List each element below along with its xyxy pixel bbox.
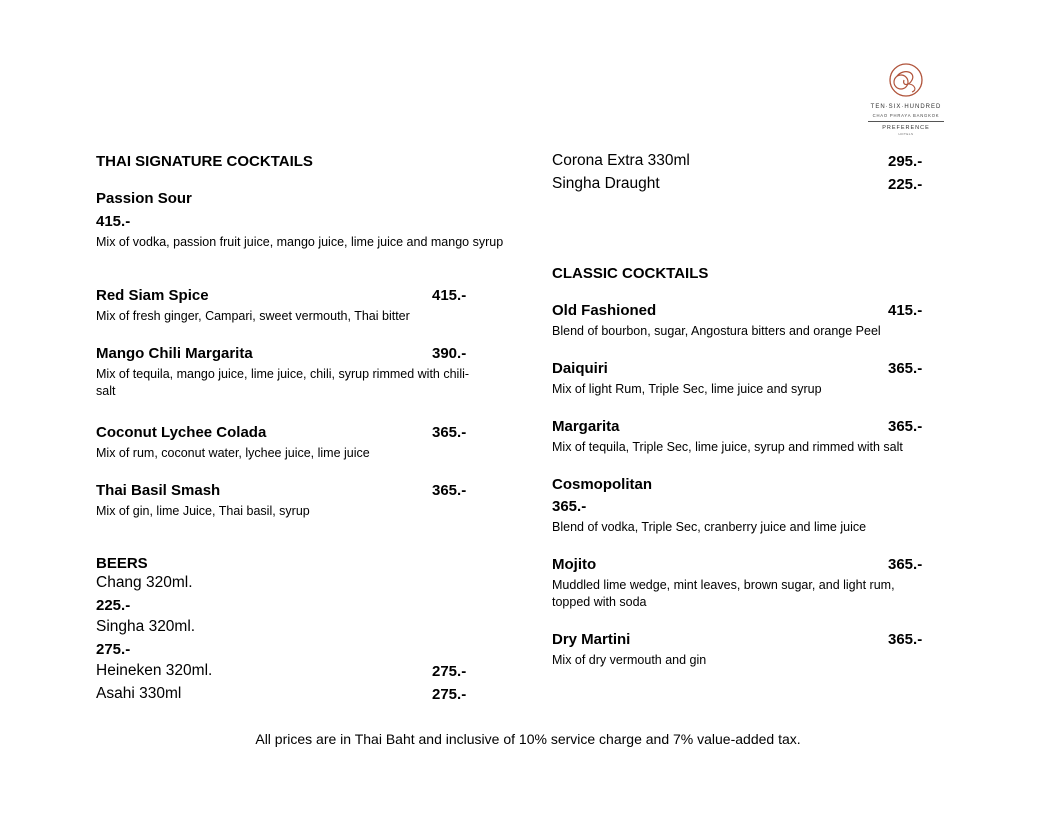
beer-name: Singha Draught <box>552 175 660 192</box>
menu-item-price: 365.- <box>432 482 467 499</box>
menu-item-name: Coconut Lychee Colada <box>96 424 267 441</box>
beer-name: Asahi 330ml <box>96 685 182 702</box>
logo-tagline-sub: HOTELS <box>898 132 914 136</box>
section-heading-beers: BEERS <box>96 555 148 572</box>
menu-item-description: Mix of fresh ginger, Campari, sweet vermouth, Thai bitter <box>96 309 410 323</box>
beer-price: 295.- <box>888 153 923 170</box>
beer-name: Heineken 320ml. <box>96 662 213 679</box>
section-heading-classic: CLASSIC COCKTAILS <box>552 265 709 282</box>
logo-brand: TEN·SIX·HUNDRED <box>870 104 942 110</box>
logo-subtitle: CHAO PHRAYA BANGKOK <box>872 113 940 118</box>
menu-item-description: Blend of vodka, Triple Sec, cranberry juice and lime juice <box>552 520 867 534</box>
menu-item-name: Old Fashioned <box>552 302 657 319</box>
menu-item-name: Cosmopolitan <box>552 476 652 493</box>
menu-item-price: 365.- <box>888 631 923 648</box>
beer-name: Singha 320ml. <box>96 618 196 635</box>
hotel-logo <box>864 62 948 134</box>
menu-item-name: Dry Martini <box>552 631 631 648</box>
menu-item-price: 365.- <box>888 360 923 377</box>
beer-price: 225.- <box>888 176 923 193</box>
menu-item-name: Red Siam Spice <box>96 287 209 304</box>
menu-item-price: 365.- <box>888 556 923 573</box>
logo-divider <box>868 121 944 122</box>
menu-item-description: Muddled lime wedge, mint leaves, brown sugar, and light rum, topped with soda <box>552 578 895 609</box>
menu-item-name: Margarita <box>552 418 620 435</box>
menu-item-description: Blend of bourbon, sugar, Angostura bitters and orange Peel <box>552 324 881 338</box>
logo-emblem-icon <box>864 62 948 102</box>
menu-item-description: Mix of gin, lime Juice, Thai basil, syrup <box>96 504 310 518</box>
menu-item-name: Mojito <box>552 556 597 573</box>
beer-price: 275.- <box>96 641 131 658</box>
menu-item-description: Mix of dry vermouth and gin <box>552 653 707 667</box>
beer-price: 275.- <box>432 663 467 680</box>
menu-item-name: Daiquiri <box>552 360 608 377</box>
menu-item-description: Mix of vodka, passion fruit juice, mango juice, lime juice and mango syrup <box>96 235 504 249</box>
beer-name: Chang 320ml. <box>96 574 193 591</box>
menu-item-description: Mix of tequila, mango juice, lime juice, chili, syrup rimmed with chili-salt <box>96 367 470 398</box>
beer-price: 275.- <box>432 686 467 703</box>
menu-item-price: 390.- <box>432 345 467 362</box>
menu-item-price: 365.- <box>552 498 587 515</box>
logo-tagline: PREFERENCE <box>882 125 930 131</box>
menu-item-price: 415.- <box>432 287 467 304</box>
menu-item-price: 415.- <box>96 213 131 230</box>
menu-item-price: 415.- <box>888 302 923 319</box>
beer-name: Corona Extra 330ml <box>552 152 690 169</box>
beer-price: 225.- <box>96 597 131 614</box>
menu-item-description: Mix of tequila, Triple Sec, lime juice, syrup and rimmed with salt <box>552 440 903 454</box>
menu-item-name: Mango Chili Margarita <box>96 345 253 362</box>
menu-item-price: 365.- <box>888 418 923 435</box>
menu-item-description: Mix of rum, coconut water, lychee juice, lime juice <box>96 446 370 460</box>
menu-item-price: 365.- <box>432 424 467 441</box>
price-disclaimer: All prices are in Thai Baht and inclusive of 10% service charge and 7% value-added tax. <box>255 731 801 747</box>
menu-item-name: Thai Basil Smash <box>96 482 221 499</box>
section-heading-thai-signature: THAI SIGNATURE COCKTAILS <box>96 153 313 170</box>
menu-item-description: Mix of light Rum, Triple Sec, lime juice and syrup <box>552 382 822 396</box>
menu-item-name: Passion Sour <box>96 190 192 207</box>
